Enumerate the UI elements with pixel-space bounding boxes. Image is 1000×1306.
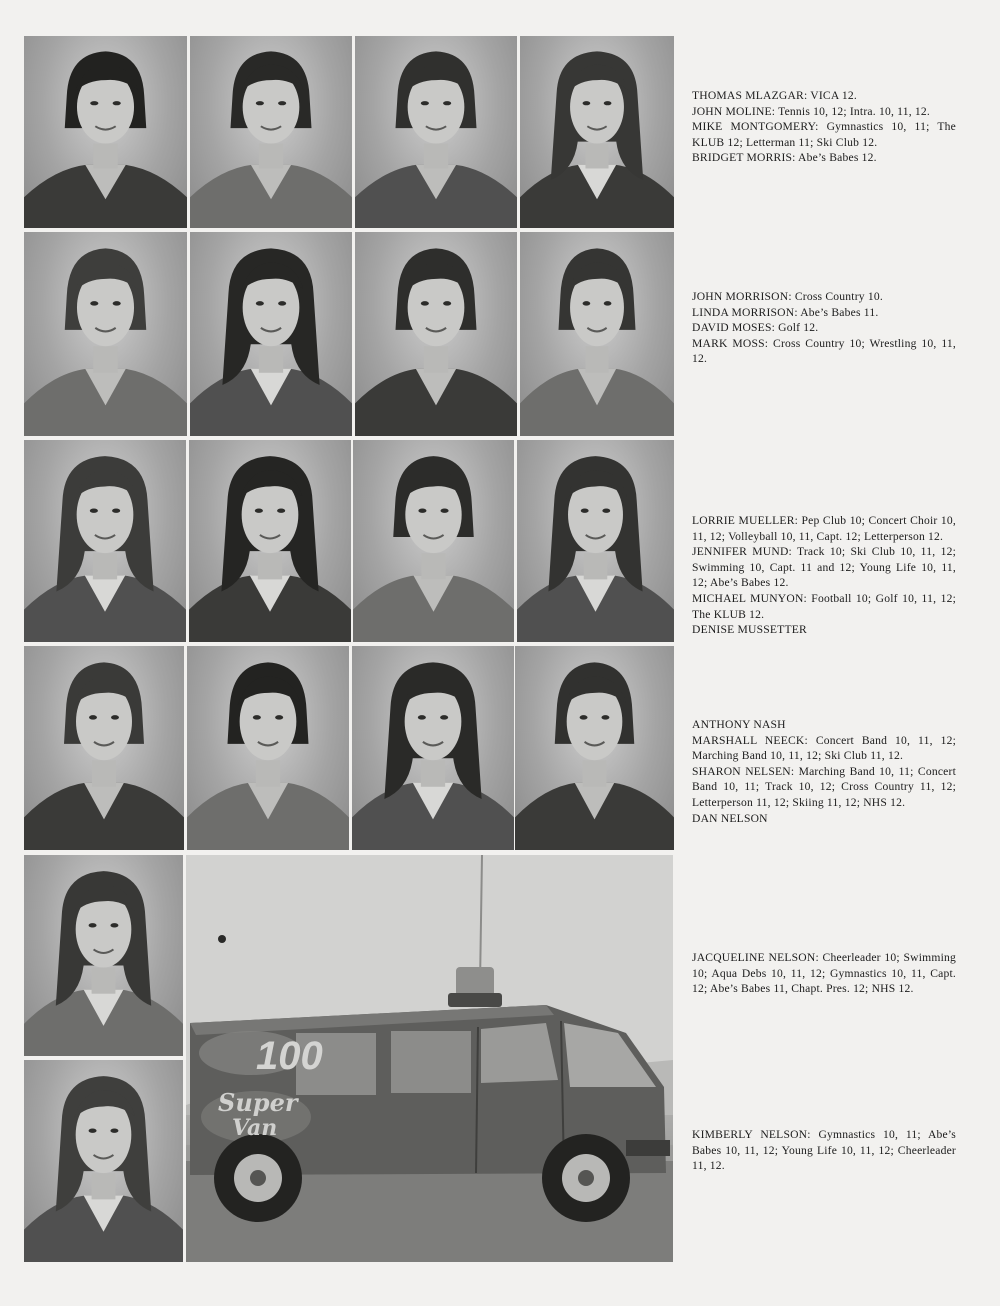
van-logo-script-1: Super [218, 1088, 298, 1117]
caption-jacqueline-nelson: JACQUELINE NELSON: Cheerleader 10; Swimming 10; Aqua Debs 10, 11, 12; Gymnastics 10, 11, Capt. 12; Abe’s Babes 11, Chapt. Pres. 12; NHS 12. [692, 951, 956, 996]
portrait-mark-moss [520, 232, 674, 436]
portrait-linda-morrison [190, 232, 352, 436]
portrait-kimberly-nelson [24, 1060, 183, 1262]
caption-michael-munyon: MICHAEL MUNYON: Football 10; Golf 10, 11, 12; The KLUB 12. [692, 591, 956, 621]
portrait-silhouette [355, 36, 517, 228]
portrait-silhouette [517, 440, 674, 642]
portrait-silhouette [355, 232, 517, 436]
caption-mark-moss: MARK MOSS: Cross Country 10; Wrestling 10, 11, 12. [692, 336, 956, 366]
portrait-lorrie-mueller [24, 440, 186, 642]
super-van-photo [186, 855, 673, 1262]
portrait-jennifer-mund [189, 440, 351, 642]
portrait-silhouette [24, 232, 187, 436]
portrait-bridget-morris [520, 36, 674, 228]
portrait-silhouette [520, 36, 674, 228]
caption-group-6 [692, 1127, 956, 1174]
portrait-silhouette [352, 646, 514, 850]
caption-linda-morrison: LINDA MORRISON: Abe’s Babes 11. [692, 305, 879, 319]
portrait-mike-montgomery [355, 36, 517, 228]
portrait-silhouette [24, 440, 186, 642]
portrait-john-moline [190, 36, 352, 228]
portrait-dan-nelson [515, 646, 674, 850]
portrait-anthony-nash [24, 646, 184, 850]
caption-denise-mussetter: DENISE MUSSETTER [692, 623, 807, 637]
caption-thomas-mlazgar: THOMAS MLAZGAR: VICA 12. [692, 89, 857, 102]
caption-david-moses: DAVID MOSES: Golf 12. [692, 321, 819, 335]
portrait-silhouette [515, 646, 674, 850]
portrait-silhouette [190, 232, 352, 436]
caption-group-3 [692, 513, 956, 638]
portrait-silhouette [24, 646, 184, 850]
caption-group-2 [692, 289, 956, 367]
portrait-silhouette [24, 36, 187, 228]
portrait-john-morrison [24, 232, 187, 436]
van-illustration [186, 855, 673, 1262]
caption-mike-montgomery: MIKE MONTGOMERY: Gymnastics 10, 11; The KLUB 12; Letterman 11; Ski Club 12. [692, 120, 956, 149]
portrait-silhouette [353, 440, 514, 642]
portrait-jacqueline-nelson [24, 855, 183, 1056]
caption-group-5 [692, 950, 956, 997]
caption-marshall-neeck: MARSHALL NEECK: Concert Band 10, 11, 12; Marching Band 10, 11, 12; Ski Club 11, 12. [692, 733, 956, 763]
portrait-sharon-nelsen [352, 646, 514, 850]
caption-sharon-nelsen: SHARON NELSEN: Marching Band 10, 11; Concert Band 10, 11; Track 10, 12; Cross Country 11, 12; Letterperson 11, 12; Skiing 11, 12; NHS 12. [692, 764, 956, 809]
portrait-david-moses [355, 232, 517, 436]
caption-john-morrison: JOHN MORRISON: Cross Country 10. [692, 290, 883, 303]
portrait-thomas-mlazgar [24, 36, 187, 228]
portrait-silhouette [187, 646, 349, 850]
portrait-silhouette [190, 36, 352, 228]
caption-jennifer-mund: JENNIFER MUND: Track 10; Ski Club 10, 11, 12; Swimming 10, Capt. 11 and 12; Young Life 10, 11, 12; Abe’s Babes 12. [692, 545, 956, 590]
caption-group-4 [692, 717, 956, 826]
portrait-michael-munyon [353, 440, 514, 642]
portrait-silhouette [24, 1060, 183, 1262]
van-logo-number: 100 [256, 1034, 323, 1078]
portrait-silhouette [189, 440, 351, 642]
caption-lorrie-mueller: LORRIE MUELLER: Pep Club 10; Concert Choir 10, 11, 12; Volleyball 10, 11, Capt. 12; Letterperson 12. [692, 514, 956, 543]
portrait-marshall-neeck [187, 646, 349, 850]
caption-john-moline: JOHN MOLINE: Tennis 10, 12; Intra. 10, 11, 12. [692, 104, 930, 118]
van-logo-script-2: Van [232, 1115, 278, 1141]
caption-group-1 [692, 88, 956, 166]
caption-anthony-nash: ANTHONY NASH [692, 718, 786, 731]
portrait-silhouette [520, 232, 674, 436]
caption-kimberly-nelson: KIMBERLY NELSON: Gymnastics 10, 11; Abe’s Babes 10, 11, 12; Young Life 10, 11, 12; Cheerleader 11, 12. [692, 1128, 956, 1173]
portrait-silhouette [24, 855, 183, 1056]
caption-bridget-morris: BRIDGET MORRIS: Abe’s Babes 12. [692, 151, 877, 165]
portrait-denise-mussetter [517, 440, 674, 642]
caption-dan-nelson: DAN NELSON [692, 811, 768, 825]
